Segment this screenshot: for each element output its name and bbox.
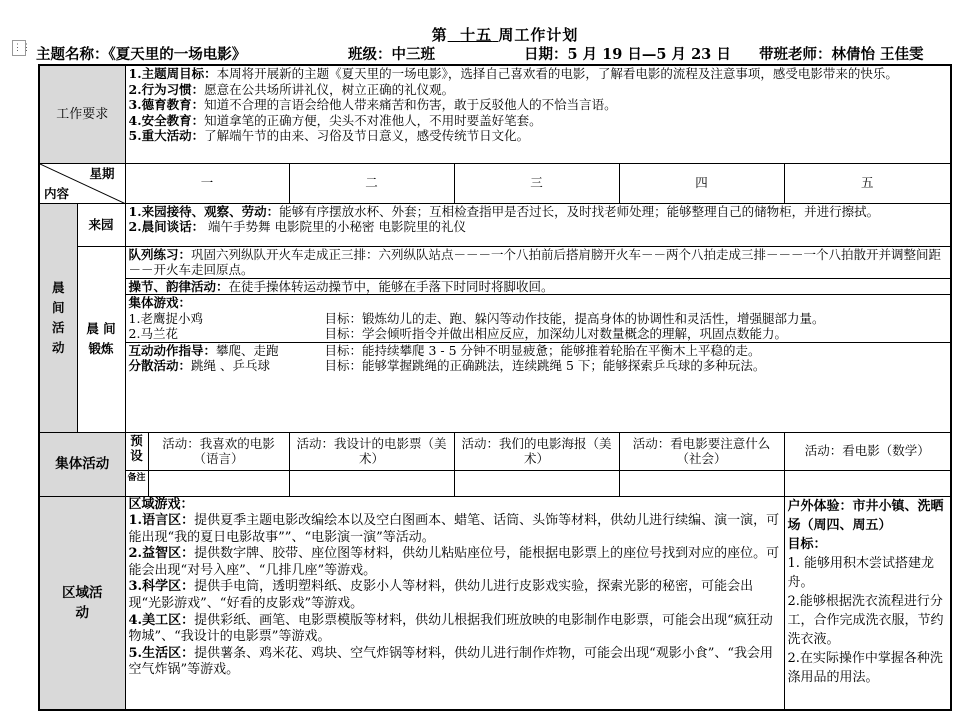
group-activity-thu: 活动：看电影要注意什么（社会）	[619, 432, 784, 470]
outdoor-goal: 1. 能够用积木尝试搭建龙舟。	[787, 555, 935, 590]
group-activity-label: 集体活动	[39, 432, 125, 496]
arrival-content: 1.来园接待、观察、劳动：能够有序摆放水杯、外套；互相检查指甲是否过长，及时找老师处理；能够整理自己的储物柜，并进行擦拭。 2.晨间谈话： 端午手势舞 电影院里的小秘密 电影院里的礼仪	[125, 203, 951, 246]
requirement-item: 3.德育教育：知道不合理的言语会给他人带来痛苦和伤害，敢于反驳他人的不恰当言语。	[128, 97, 617, 112]
area-games-title: 区域游戏：	[128, 496, 194, 512]
weekly-plan-table	[38, 64, 952, 711]
area-activity-row	[39, 496, 951, 710]
notes-wed	[454, 470, 619, 496]
outdoor-goal: 2.能够根据洗衣流程进行分工，合作完成洗衣服，节约洗衣液。	[787, 593, 944, 647]
arrival-label: 来园	[77, 203, 125, 246]
area-item: 4.美工区：提供彩纸、画笔、电影票模版等材料，供幼儿根据我们班放映的电影制作电影票，可能会出现“疯狂动物城”、“我设计的电影票”等游戏。	[128, 612, 773, 645]
area-activity-label: 区域活动	[39, 496, 125, 710]
notes-label: 备注	[125, 470, 148, 496]
exercise-content: 队列练习：巩固六列纵队开火车走成正三排：六列纵队站点－－－一个八拍前后搭肩膀开火车－－两个八拍走成三排－－－一个八拍散开并调整间距－－开火车走回原点。 操节、韵律活动：在徒手操体转运动操节中，能够在手落下时同时将脚收回。 集体游戏： 1.老鹰捉小鸡 目标：锻炼幼儿的走、跑、躲闪等动作技能，提高身体的协调性和灵活性，增强腿部力量。 2.马兰花 目标：学会倾听指令并做出相应反应，加深幼儿对数量概念的理解，巩固点数能力。 互动动作指导：攀爬、走跑 目标：能持续攀爬 3 - 5 分钟不明显疲惫；能够推着轮胎在平衡木上平稳的走。 分散活动：跳绳 、乒乓球 目标：能够掌握跳绳的正确跳法，连续跳绳 5 下；能够探索乒乓球的多种玩法。	[125, 246, 951, 432]
requirements-label: 工作要求	[39, 65, 125, 163]
game-item: 互动动作指导：攀爬、走跑 目标：能持续攀爬 3 - 5 分钟不明显疲惫；能够推着轮胎在平衡木上平稳的走。	[128, 342, 761, 358]
area-games-content	[125, 496, 784, 710]
area-item: 1.语言区：提供夏季主题电影改编绘本以及空白图画本、蜡笔、话筒、头饰等材料，供幼儿进行续编、演一演，可能出现“我的夏日电影故事””、“电影演一演”等活动。	[128, 513, 780, 545]
notes-tue	[289, 470, 454, 496]
outdoor-goal: 2.在实际操作中掌握各种洗涤用品的用法。	[787, 650, 943, 685]
group-notes-row	[39, 470, 951, 496]
game-item: 1.老鹰捉小鸡 目标：锻炼幼儿的走、跑、躲闪等动作技能，提高身体的协调性和灵活性，增强腿部力量。	[128, 310, 825, 326]
requirements-content	[125, 65, 951, 163]
notes-mon	[148, 470, 289, 496]
game-item: 分散活动：跳绳 、乒乓球 目标：能够掌握跳绳的正确跳法，连续跳绳 5 下；能够探索乒乓球的多种玩法。	[128, 358, 766, 373]
day-header-row	[39, 163, 951, 203]
morning-exercise-row	[39, 246, 951, 432]
plan-header	[36, 43, 964, 63]
exercise-label: 晨 间锻炼	[77, 246, 125, 432]
notes-thu	[619, 470, 784, 496]
group-games-title: 集体游戏：	[128, 295, 192, 310]
requirement-item: 1.主题周目标：本周将开展新的主题《夏天里的一场电影》，选择自己喜欢看的电影，了解看电影的流程及注意事项，感受电影带来的快乐。	[128, 66, 898, 81]
teachers: 带班老师：林倩怡 王佳雯	[759, 46, 924, 63]
requirement-item: 5.重大活动：了解端午节的由来、习俗及节日意义，感受传统节日文化。	[128, 128, 530, 143]
corner-weekday-label: 星期	[89, 165, 115, 181]
date-range: 日期：5 月 19 日—5 月 23 日	[524, 46, 731, 63]
requirements-row	[39, 65, 951, 163]
morning-arrival-row	[39, 203, 951, 246]
day-wednesday: 三	[454, 163, 619, 203]
diagonal-corner-cell	[39, 163, 125, 203]
notes-fri	[784, 470, 951, 496]
game-item: 2.马兰花 目标：学会倾听指令并做出相应反应，加深幼儿对数量概念的理解，巩固点数能力。	[126, 326, 951, 343]
day-monday: 一	[125, 163, 289, 203]
group-activity-wed: 活动：我们的电影海报（美术）	[454, 432, 619, 470]
requirement-item: 2.行为习惯：愿意在公共场所讲礼仪，树立正确的礼仪观。	[128, 81, 455, 97]
group-activity-tue: 活动：我设计的电影票（美术）	[289, 432, 454, 470]
corner-content-label: 内容	[44, 186, 70, 201]
group-activity-mon: 活动：我喜欢的电影（语言）	[148, 432, 289, 470]
outdoor-title: 户外体验：市井小镇、洗晒场（周四、周五）	[787, 498, 944, 533]
requirement-item: 4.安全教育：知道拿笔的正确方便，尖头不对准他人，不用时要盖好笔套。	[128, 112, 542, 128]
day-thursday: 四	[619, 163, 784, 203]
page-title: 第 十五 周工作计划	[431, 26, 579, 44]
area-item: 2.益智区：提供数字牌、胶带、座位图等材料，供幼儿粘贴座位号，能根据电影票上的座位号找到对应的座位。可能会出现“对号入座”、“几排几座”等游戏。	[128, 546, 780, 578]
day-friday: 五	[784, 163, 951, 203]
document-menu-icon[interactable]: ⋮⋮	[12, 40, 26, 56]
morning-activity-label: 晨间活动	[39, 203, 77, 432]
group-activity-fri: 活动：看电影（数学）	[784, 432, 951, 470]
class-name: 班级：中三班	[348, 46, 435, 63]
outdoor-goal-label: 目标：	[787, 536, 827, 552]
group-planned-row	[39, 432, 951, 470]
area-item: 3.科学区：提供手电筒，透明塑料纸、皮影小人等材料，供幼儿进行皮影戏实验，探索光影的秘密，可能会出现“光影游戏”、“好看的皮影戏”等游戏。	[128, 579, 754, 612]
planned-label: 预设	[125, 432, 148, 470]
day-tuesday: 二	[289, 163, 454, 203]
outdoor-experience-content	[784, 496, 951, 710]
theme-name: 主题名称：《夏天里的一场电影》	[36, 46, 247, 63]
area-item: 5.生活区：提供薯条、鸡米花、鸡块、空气炸锅等材料，供幼儿进行制作炸物，可能会出现“观影小食”、“我会用空气炸锅”等游戏。	[128, 645, 774, 678]
